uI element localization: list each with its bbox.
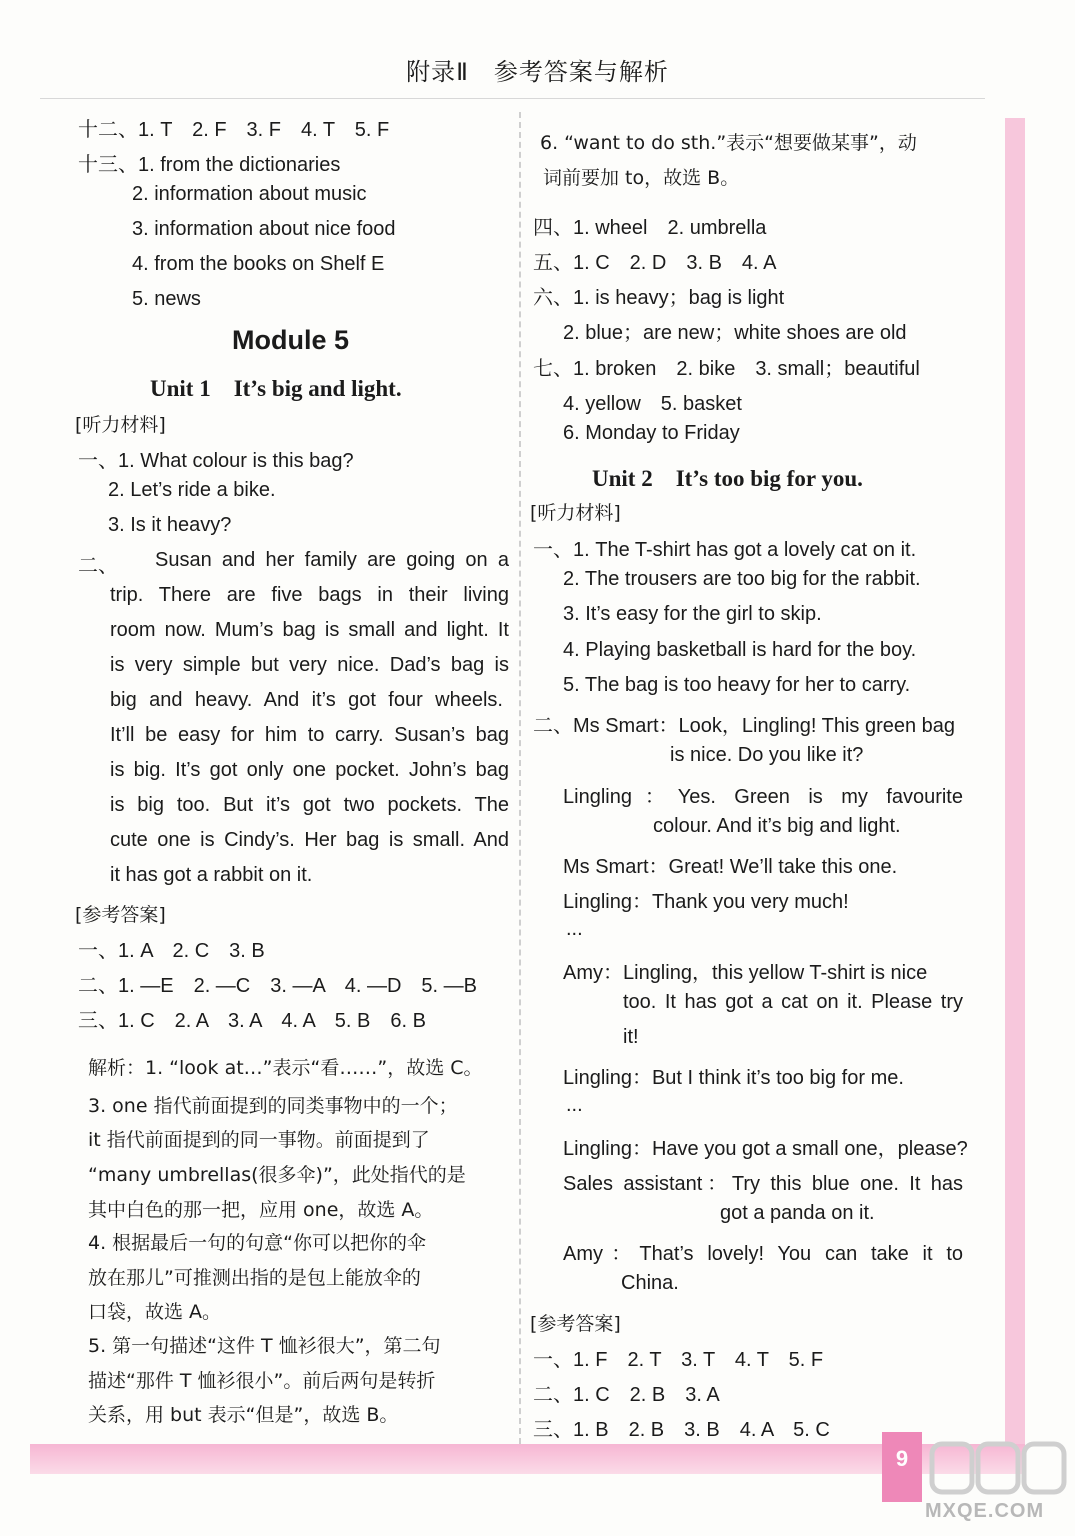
dialog-ellipsis-1: ...: [566, 918, 583, 940]
unit2-answer-2: 二、1. C 2. B 3. A: [533, 1384, 720, 1406]
answer-3: 三、1. C 2. A 3. A 4. A 5. B 6. B: [78, 1010, 426, 1032]
listening-2-label: 二、: [78, 555, 118, 577]
explanation-line-7: 放在那儿”可推测出指的是包上能放伞的: [88, 1267, 421, 1289]
listening-1-item-3: 3. Is it heavy?: [108, 514, 232, 536]
dialog-line-15: got a panda on it.: [720, 1202, 875, 1224]
passage-line-10: it has got a rabbit on it.: [110, 864, 313, 886]
dialog-line-8: Amy：Lingling，this yellow T-shirt is nice: [563, 962, 928, 984]
explanation-line-9: 5. 第一句描述“这件 T 恤衫很大”，第二句: [88, 1335, 441, 1357]
dialog-line-14: Sales assistant：Try this blue one. It has: [563, 1173, 963, 1195]
answer-section-13-item-2: 2. information about music: [132, 183, 367, 205]
explanation-line-3: it 指代前面提到的同一事物。前面提到了: [88, 1129, 430, 1151]
answer-section-7-item-3: 6. Monday to Friday: [563, 422, 740, 444]
listening-material-heading: [听力材料]: [75, 414, 166, 436]
dialog-line-4: colour. And it’s big and light.: [653, 815, 901, 837]
dialog-line-1: 二、Ms Smart：Look，Lingling! This green bag: [533, 715, 956, 737]
unit2-listening-1-item-2: 2. The trousers are too big for the rabbit.: [563, 568, 921, 590]
passage-line-7: is big. It’s got only one pocket. John’s bag: [110, 759, 509, 781]
explanation-line-5: 其中白色的那一把，应用 one，故选 A。: [88, 1199, 434, 1221]
explanation-line-1: 解析：1. “look at…”表示“看……”，故选 C。: [88, 1057, 483, 1079]
bottom-decorative-band: [30, 1444, 1025, 1474]
unit-2-title: Unit 2 It’s too big for you.: [592, 466, 863, 491]
unit2-answer-1: 一、1. F 2. T 3. T 4. T 5. F: [533, 1349, 824, 1371]
dialog-line-3: Lingling：Yes. Green is my favourite: [563, 786, 963, 808]
explanation-line-10: 描述“那件 T 恤衫很小”。前后两句是转折: [88, 1370, 436, 1392]
passage-line-3: room now. Mum’s bag is small and light. It: [110, 619, 509, 641]
explanation-6-line-2: 词前要加 to，故选 B。: [543, 167, 740, 189]
watermark-text: MXQE.COM: [925, 1500, 1045, 1522]
answer-section-6-item-1: 六、1. is heavy；bag is light: [533, 287, 785, 309]
answer-section-13-item-3: 3. information about nice food: [132, 218, 396, 240]
listening-material-heading-2: [听力材料]: [530, 502, 621, 524]
unit-1-title: Unit 1 It’s big and light.: [150, 376, 402, 401]
answer-section-13-item-4: 4. from the books on Shelf E: [132, 253, 385, 275]
reference-answer-heading-2: [参考答案]: [530, 1313, 621, 1335]
dialog-line-16: Amy：That’s lovely! You can take it to: [563, 1243, 963, 1265]
answer-section-12: 十二、1. T 2. F 3. F 4. T 5. F: [78, 119, 390, 141]
passage-line-2: trip. There are five bags in their living: [110, 584, 509, 606]
passage-line-4: is very simple but very nice. Dad’s bag is: [110, 654, 509, 676]
answer-section-5: 五、1. C 2. D 3. B 4. A: [533, 252, 777, 274]
answer-section-6-item-2: 2. blue；are new；white shoes are old: [563, 322, 907, 344]
passage-line-6: It’ll be easy for him to carry. Susan’s bag: [110, 724, 509, 746]
listening-1-item-1: 一、1. What colour is this bag?: [78, 450, 354, 472]
dialog-line-13: Lingling：Have you got a small one，please?: [563, 1138, 968, 1160]
header-rule: [40, 98, 985, 99]
dialog-line-10: it!: [623, 1026, 639, 1048]
answer-section-4: 四、1. wheel 2. umbrella: [533, 217, 767, 239]
unit2-listening-1-item-1: 一、1. The T-shirt has got a lovely cat on it.: [533, 539, 917, 561]
explanation-line-11: 关系，用 but 表示“但是”，故选 B。: [88, 1404, 399, 1426]
dialog-line-11: Lingling：But I think it’s too big for me.: [563, 1067, 904, 1089]
answer-section-13-item-5: 5. news: [132, 288, 201, 310]
answer-section-7-item-1: 七、1. broken 2. bike 3. small；beautiful: [533, 358, 920, 380]
dialog-line-2: is nice. Do you like it?: [670, 744, 864, 766]
explanation-line-4: “many umbrellas(很多伞)”，此处指代的是: [88, 1164, 466, 1186]
explanation-6-line-1: 6. “want to do sth.”表示“想要做某事”，动: [540, 132, 917, 154]
dialog-line-6: Lingling：Thank you very much!: [563, 891, 849, 913]
dialog-line-17: China.: [621, 1272, 679, 1294]
explanation-line-2: 3. one 指代前面提到的同类事物中的一个；: [88, 1095, 458, 1117]
reference-answer-heading: [参考答案]: [75, 904, 166, 926]
page-header: 附录Ⅱ 参考答案与解析: [406, 58, 669, 86]
unit2-listening-1-item-5: 5. The bag is too heavy for her to carry.: [563, 674, 911, 696]
unit2-answer-3: 三、1. B 2. B 3. B 4. A 5. C: [533, 1419, 830, 1441]
page-edge-strip: [1005, 118, 1025, 1446]
column-divider: [519, 112, 521, 1444]
passage-line-8: is big too. But it’s got two pockets. The: [110, 794, 509, 816]
page-number: 9: [882, 1432, 922, 1502]
answer-2: 二、1. —E 2. —C 3. —A 4. —D 5. —B: [78, 975, 477, 997]
answer-section-13-item-1: 十三、1. from the dictionaries: [78, 154, 341, 176]
unit2-listening-1-item-4: 4. Playing basketball is hard for the boy.: [563, 639, 917, 661]
dialog-line-5: Ms Smart：Great! We’ll take this one.: [563, 856, 898, 878]
explanation-line-8: 口袋，故选 A。: [88, 1301, 222, 1323]
answer-section-7-item-2: 4. yellow 5. basket: [563, 393, 742, 415]
dialog-ellipsis-2: ...: [566, 1094, 583, 1116]
unit2-listening-1-item-3: 3. It’s easy for the girl to skip.: [563, 603, 822, 625]
dialog-line-9: too. It has got a cat on it. Please try: [623, 991, 963, 1013]
module-title: Module 5: [232, 325, 350, 355]
passage-line-9: cute one is Cindy’s. Her bag is small. And: [110, 829, 509, 851]
answer-1: 一、1. A 2. C 3. B: [78, 940, 265, 962]
explanation-line-6: 4. 根据最后一句的句意“你可以把你的伞: [88, 1232, 427, 1254]
passage-line-5: big and heavy. And it’s got four wheels.: [110, 689, 503, 711]
listening-1-item-2: 2. Let’s ride a bike.: [108, 479, 276, 501]
passage-line-1: Susan and her family are going on a: [155, 549, 509, 571]
